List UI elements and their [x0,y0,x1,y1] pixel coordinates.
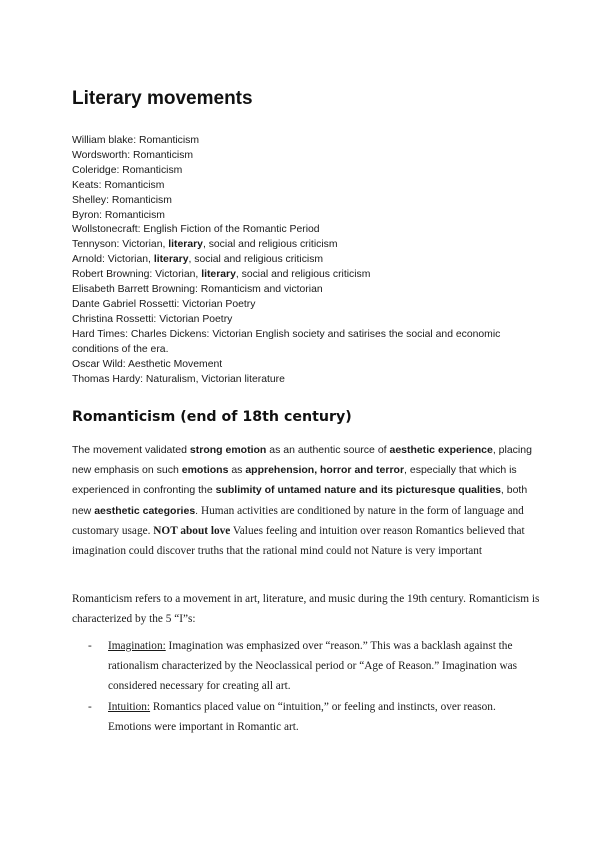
author-item: Coleridge: Romanticism [72,164,183,176]
list-text: Imagination was emphasized over “reason.” This was a backlash against the rationalism characterized by the Neoclassical period or “Age of Reason.” Imagination was considered necessary for creating all art. [108,640,518,693]
paragraph-definition: Romanticism refers to a movement in art, literature, and music during the 19th century. Romanticism is characterized by the 5 “I”s: [72,593,540,625]
author-item: Oscar Wild: Aesthetic Movement [72,358,223,370]
author-item [72,238,542,253]
author-text: Robert Browning: Victorian, [72,269,202,281]
bold-term: literary [153,254,189,266]
para-text: , especially that which is experienced in confronting the [72,464,517,497]
bold-term: sublimity of untamed nature and its picturesque qualities [215,484,501,497]
list-item [88,697,528,737]
author-item: Thomas Hardy: Naturalism, Victorian literature [72,373,285,385]
author-item: Keats: Romanticism [72,179,165,191]
five-i-list [88,636,528,737]
bold-term: literary [201,269,236,281]
author-item [72,253,542,268]
para-text: . [195,504,201,517]
para-text: Human activities are conditioned by nature in the form of language and customary usage. [72,504,524,537]
para-text: as an authentic source of [266,444,390,456]
author-text: , social and religious criticism [202,239,338,251]
page-title: Literary movements [72,88,253,109]
para-text: as [228,464,246,477]
bold-term: NOT about love [153,524,231,537]
author-item [72,268,542,283]
author-item: Christina Rossetti: Victorian Poetry [72,313,233,325]
author-item: Hard Times: Charles Dickens: Victorian English society and satirises the social and economic conditions of the era. [72,328,501,355]
bold-term: aesthetic experience [389,444,493,456]
para-text: , placing new emphasis on such [72,444,532,477]
author-item: Wollstonecraft: English Fiction of the Romantic Period [72,224,320,236]
author-text: Arnold: Victorian, [72,254,154,266]
author-item: William blake: Romanticism [72,135,200,146]
bold-term: literary [168,239,203,251]
bold-term: aesthetic categories [94,504,196,517]
author-text: , social and religious criticism [188,254,324,266]
author-text: Tennyson: Victorian, [72,239,169,251]
dash-bullet: - [88,700,92,713]
list-term: Intuition: [108,700,151,713]
author-item: Elisabeth Barrett Browning: Romanticism and victorian [72,284,323,296]
list-text: Romantics placed value on “intuition,” or feeling and instincts, over reason. Emotions were important in Romantic art. [108,700,496,733]
author-list [72,134,542,387]
para-text: Values feeling and intuition over reason Romantics believed that imagination could discover truths that the rational mind could not Nature is very important [72,524,525,558]
author-item: Wordsworth: Romanticism [72,149,194,161]
para-text: The movement validated [72,444,190,456]
dash-bullet: - [88,640,92,652]
author-text: , social and religious criticism [235,269,371,281]
bold-term: emotions [181,464,229,477]
author-item: Dante Gabriel Rossetti: Victorian Poetry [72,298,256,310]
section-heading: Romanticism (end of 18th century) [72,409,352,425]
paragraph-movement [72,440,540,561]
author-item: Shelley: Romanticism [72,194,172,206]
author-item: Byron: Romanticism [72,209,165,221]
bold-term: strong emotion [189,444,267,456]
bold-term: apprehension, horror and terror [245,464,405,477]
list-term: Imagination: [108,640,166,652]
para-text: , both new [72,484,528,517]
list-item [88,636,528,697]
